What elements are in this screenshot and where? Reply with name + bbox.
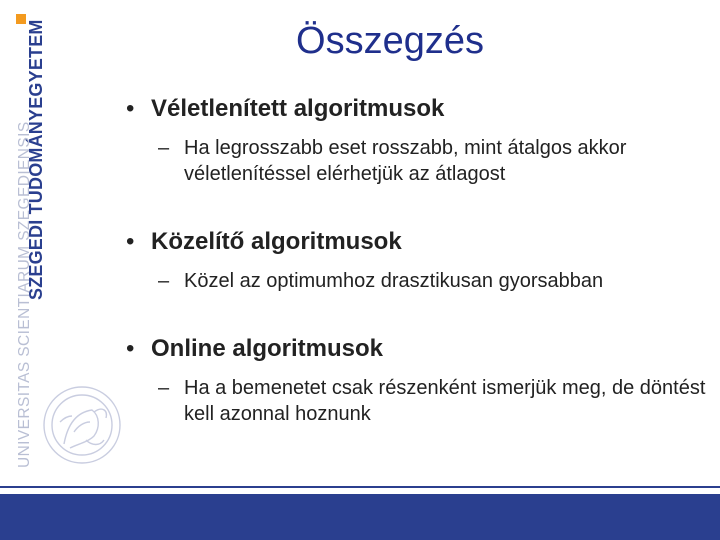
bullet-glyph: • xyxy=(126,335,135,362)
spacer xyxy=(126,294,706,332)
bullet-item xyxy=(126,225,706,259)
university-motto: UNIVERSITAS SCIENTIARUM SZEGEDIENSIS xyxy=(16,121,33,468)
university-name: SZEGEDI TUDOMÁNYEGYETEM xyxy=(26,19,46,300)
sub-bullet-text: Közel az optimumhoz drasztikusan gyorsabban xyxy=(184,270,604,292)
university-seal-logo xyxy=(34,382,130,468)
bullet-glyph: • xyxy=(126,95,135,122)
bullet-glyph: • xyxy=(126,228,135,255)
sub-bullet-item xyxy=(126,375,706,427)
brand-accent-square xyxy=(16,14,26,24)
spacer xyxy=(126,187,706,225)
sub-bullet-item xyxy=(126,268,706,294)
footer-band xyxy=(0,494,720,540)
bullet-item xyxy=(126,332,706,366)
sub-bullet-text: Ha a bemenetet csak részenként ismerjük meg, de döntést kell azonnal hoznunk xyxy=(184,377,706,425)
footer-rule xyxy=(0,486,720,488)
dash-glyph: – xyxy=(158,137,170,159)
slide-title: Összegzés xyxy=(296,20,484,62)
bullet-text: Közelítő algoritmusok xyxy=(151,228,402,255)
bullet-list xyxy=(126,92,706,427)
sub-bullet-text: Ha legrosszabb eset rosszabb, mint átalgos akkor véletlenítéssel elérhetjük az átlagost xyxy=(184,137,627,185)
sub-bullet-item xyxy=(126,135,706,187)
dash-glyph: – xyxy=(158,377,170,399)
bullet-text: Véletlenített algoritmusok xyxy=(151,95,445,122)
bullet-text: Online algoritmusok xyxy=(151,335,384,362)
bullet-item xyxy=(126,92,706,126)
dash-glyph: – xyxy=(158,270,170,292)
